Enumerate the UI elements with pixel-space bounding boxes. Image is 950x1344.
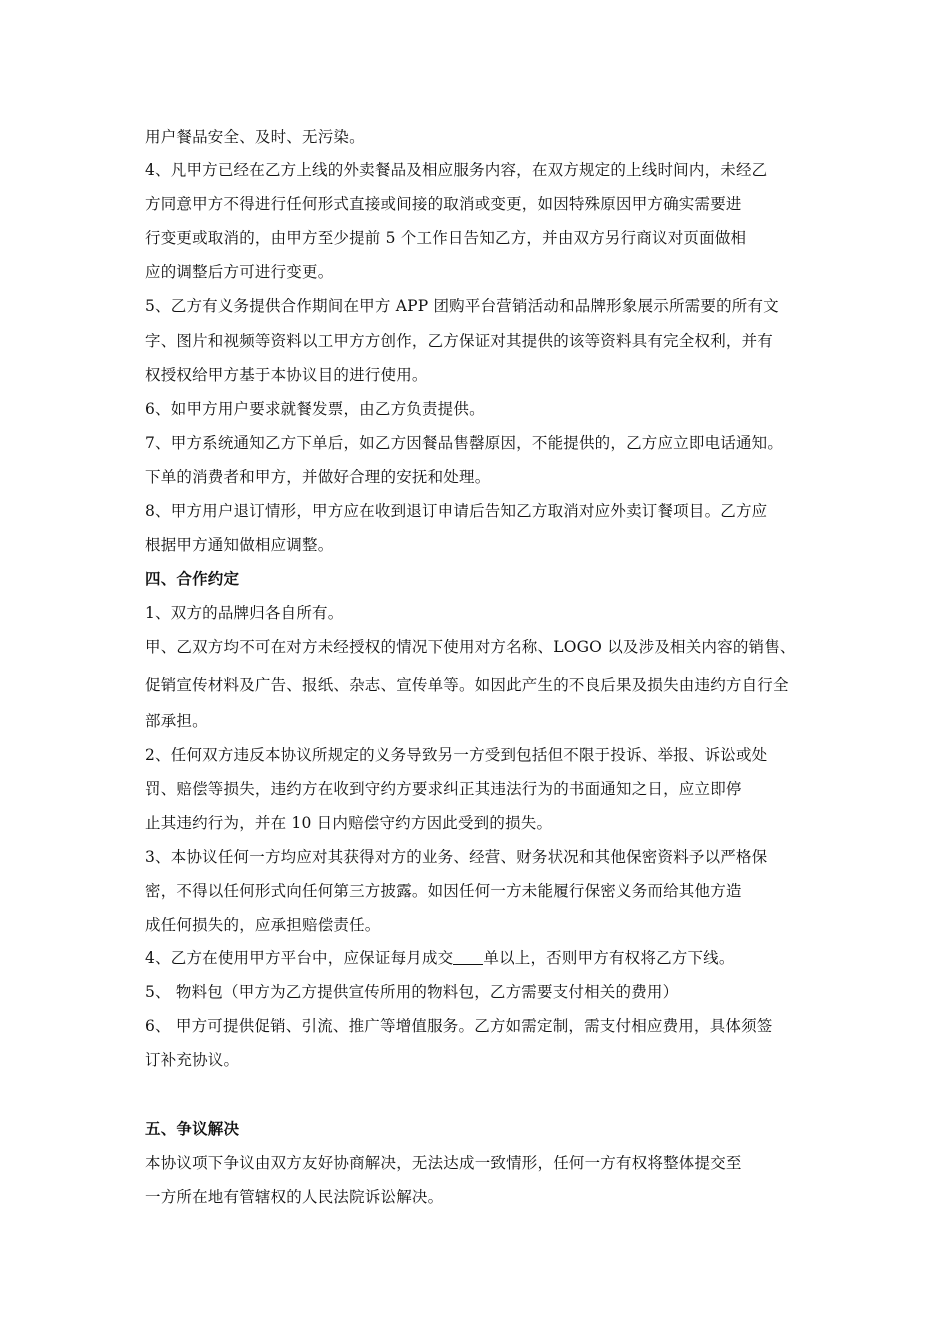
paragraph-line: 甲、乙双方均不可在对方未经授权的情况下使用对方名称、LOGO 以及涉及相关内容的销售、 <box>145 638 796 656</box>
paragraph-text: 单以上，否则甲方有权将乙方下线。 <box>483 949 735 967</box>
section-heading: 四、合作约定 <box>145 569 240 588</box>
section-heading: 五、争议解决 <box>145 1119 240 1138</box>
paragraph-line: 下单的消费者和甲方，并做好合理的安抚和处理。 <box>145 468 491 486</box>
paragraph-line: 应的调整后方可进行变更。 <box>145 263 334 281</box>
paragraph-line: 根据甲方通知做相应调整。 <box>145 536 334 554</box>
paragraph-line: 7、甲方系统通知乙方下单后，如乙方因餐品售罄原因，不能提供的，乙方应立即电话通知。 <box>145 434 784 452</box>
paragraph-line: 方同意甲方不得进行任何形式直接或间接的取消或变更，如因特殊原因甲方确实需要进 <box>145 195 742 213</box>
fill-in-blank <box>453 950 483 965</box>
paragraph-line: 本协议项下争议由双方友好协商解决，无法达成一致情形，任何一方有权将整体提交至 <box>145 1154 742 1172</box>
paragraph-line: 一方所在地有管辖权的人民法院诉讼解决。 <box>145 1188 444 1206</box>
paragraph-line: 1、双方的品牌归各自所有。 <box>145 604 344 622</box>
paragraph-line: 密，不得以任何形式向任何第三方披露。如因任何一方未能履行保密义务而给其他方造 <box>145 882 742 900</box>
paragraph-line: 止其违约行为，并在 10 日内赔偿守约方因此受到的损失。 <box>145 814 553 832</box>
paragraph-line: 订补充协议。 <box>145 1051 240 1069</box>
paragraph-line: 行变更或取消的，由甲方至少提前 5 个工作日告知乙方，并由双方另行商议对页面做相 <box>145 229 747 247</box>
paragraph-text: 4、乙方在使用甲方平台中，应保证每月成交 <box>145 949 454 967</box>
paragraph-line: 6、 甲方可提供促销、引流、推广等增值服务。乙方如需定制，需支付相应费用，具体须签 <box>145 1017 773 1035</box>
paragraph-line: 6、如甲方用户要求就餐发票，由乙方负责提供。 <box>145 400 485 418</box>
paragraph-line: 促销宣传材料及广告、报纸、杂志、宣传单等。如因此产生的不良后果及损失由违约方自行全 <box>145 676 789 694</box>
paragraph-line: 4、凡甲方已经在乙方上线的外卖餐品及相应服务内容，在双方规定的上线时间内，未经乙 <box>145 161 768 179</box>
paragraph-line: 3、本协议任何一方均应对其获得对方的业务、经营、财务状况和其他保密资料予以严格保 <box>145 848 768 866</box>
paragraph-line: 5、乙方有义务提供合作期间在甲方 APP 团购平台营销活动和品牌形象展示所需要的所有文 <box>145 297 779 315</box>
paragraph-line: 罚、赔偿等损失，违约方在收到守约方要求纠正其违法行为的书面通知之日，应立即停 <box>145 780 742 798</box>
paragraph-line: 部承担。 <box>145 712 208 730</box>
paragraph-line: 5、 物料包（甲方为乙方提供宣传所用的物料包，乙方需要支付相关的费用） <box>145 983 679 1001</box>
paragraph-line: 8、甲方用户退订情形，甲方应在收到退订申请后告知乙方取消对应外卖订餐项目。乙方应 <box>145 502 768 520</box>
paragraph-line: 2、任何双方违反本协议所规定的义务导致另一方受到包括但不限于投诉、举报、诉讼或处 <box>145 746 768 764</box>
paragraph-line: 权授权给甲方基于本协议目的进行使用。 <box>145 366 428 384</box>
paragraph-line: 成任何损失的，应承担赔偿责任。 <box>145 916 381 934</box>
paragraph-line: 字、图片和视频等资料以工甲方方创作，乙方保证对其提供的该等资料具有完全权利，并有 <box>145 332 774 350</box>
paragraph-line: 用户餐品安全、及时、无污染。 <box>145 128 365 146</box>
paragraph-line <box>145 948 910 968</box>
